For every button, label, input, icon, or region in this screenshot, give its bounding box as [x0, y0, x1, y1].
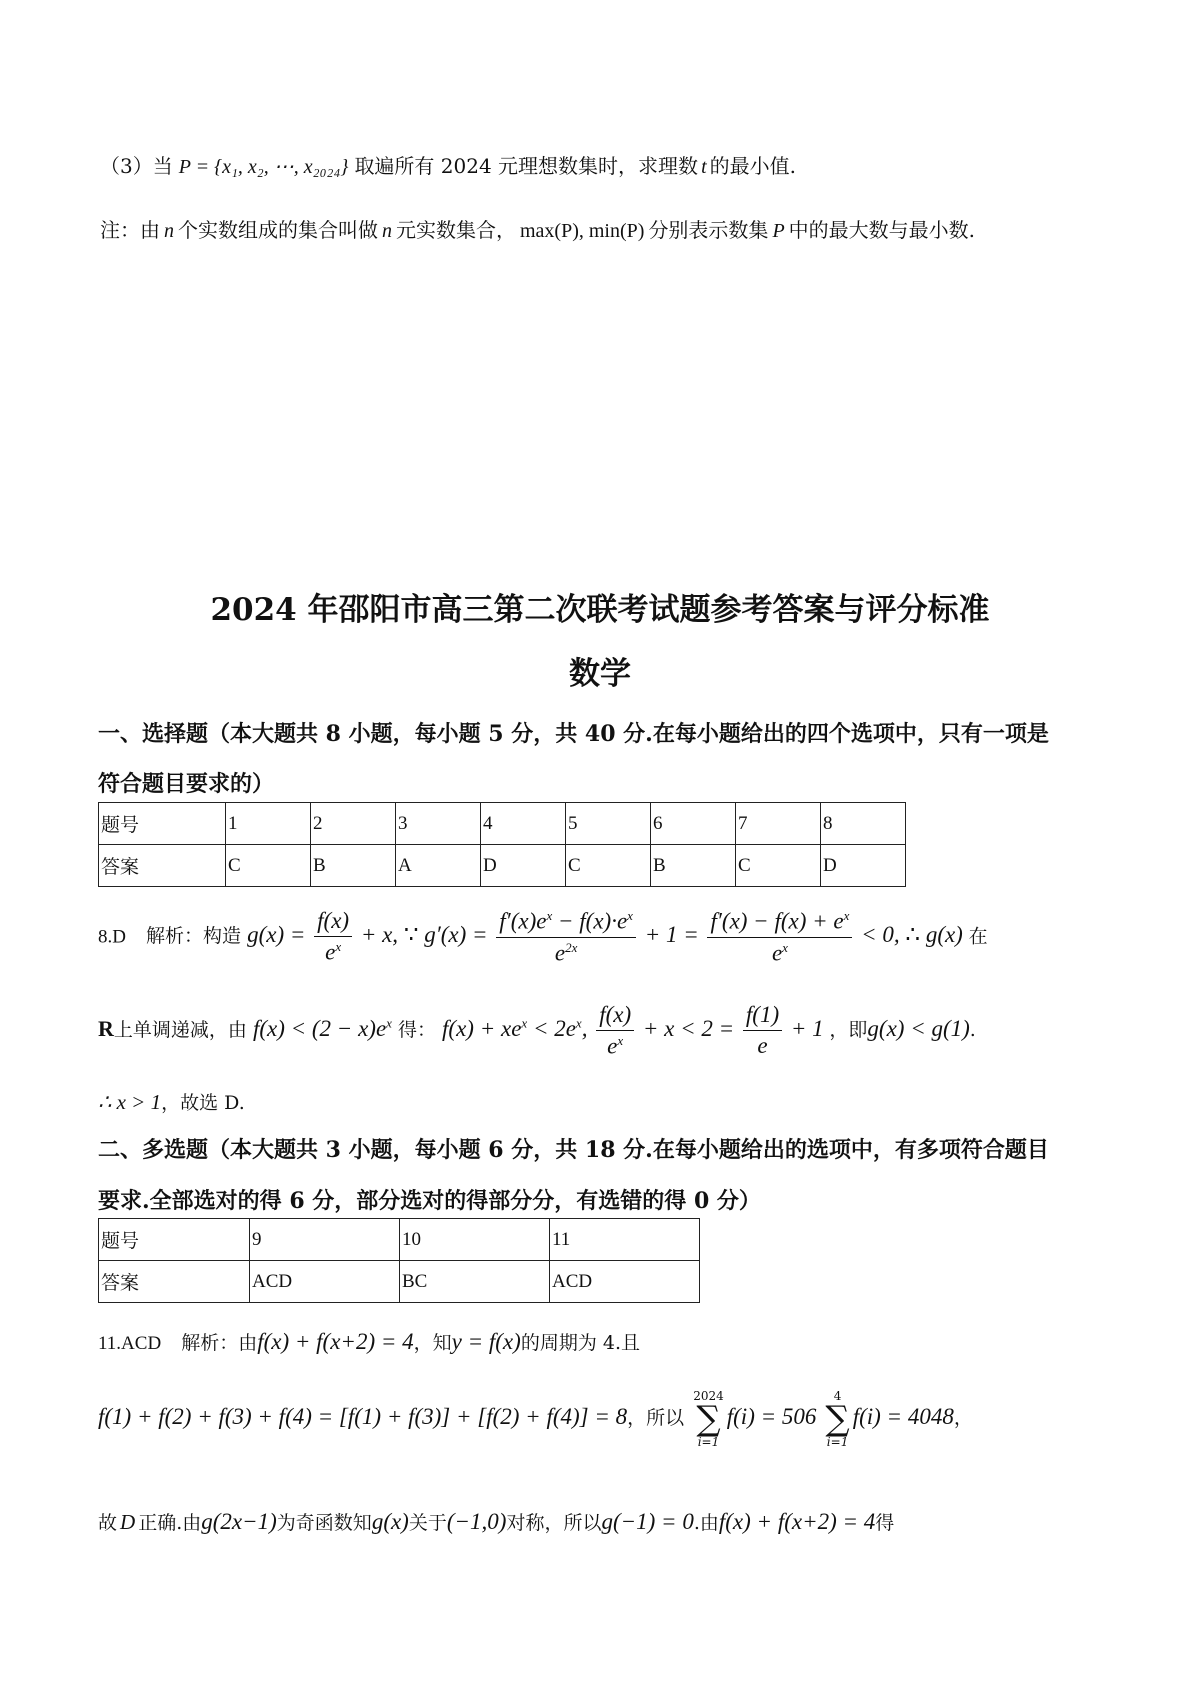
section2-answer-table [98, 1218, 700, 1303]
sol8-line2-a: 上单调递减，由 [113, 1019, 247, 1042]
sol8-label: 8.D [98, 926, 126, 948]
sum2-bottom: i=1 [826, 1435, 849, 1449]
table-cell: 3 [396, 803, 481, 845]
table-cell: 10 [400, 1219, 550, 1261]
sol8-conclusion: g(x) < g(1) [867, 1016, 970, 1042]
table-cell: C [226, 845, 311, 887]
table-cell: 题号 [99, 803, 226, 845]
sol11-line3-b: 正确.由 [138, 1512, 202, 1534]
sum-bottom: i=1 [697, 1435, 720, 1449]
sum-symbol: 2024 ∑ i=1 [693, 1389, 724, 1449]
q3-suffix: 的最小值. [709, 154, 796, 178]
table-cell: ACD [550, 1261, 700, 1303]
table-cell: 答案 [99, 845, 226, 887]
sol8-ineq: $f(x) < (2 - x)e^x$ [252, 1015, 392, 1042]
sol11-line2-eq: f(1) + f(2) + f(3) + f(4) = [f(1) + f(3)] + [f(2) + f(4)] = 8 [98, 1404, 628, 1429]
sol8-line2-b: 得： [397, 1019, 436, 1042]
table-row [99, 1219, 700, 1261]
sol11-t2: 的周期为 4.且 [520, 1332, 640, 1354]
page-title: 2024 年邵阳市高三第二次联考试题参考答案与评分标准 [210, 592, 990, 628]
table-cell: 5 [566, 803, 651, 845]
sol11-eq1: f(x) + f(x+2) = 4 [257, 1329, 414, 1354]
sol11-line3-c: 为奇函数知 [276, 1512, 372, 1534]
note-part4: 分别表示数集 [648, 218, 769, 242]
section2-heading-line1: 二、多选题（本大题共 3 小题，每小题 6 分，共 18 分.在每小题给出的选项中，有多项符合题目 [98, 1137, 1049, 1163]
sol11-line3 [98, 1508, 894, 1535]
sol11-line3-a: 故 [98, 1512, 118, 1534]
sol11-line3-e2: g(x) [371, 1509, 409, 1534]
table-cell: 11 [550, 1219, 700, 1261]
note-n: n [164, 220, 174, 242]
table-cell: 7 [736, 803, 821, 845]
table-cell: C [566, 845, 651, 887]
sol11-line3-e1: g(2x−1) [201, 1509, 277, 1534]
table-cell: BC [400, 1261, 550, 1303]
note-P: P [772, 220, 785, 242]
sol8-zai: 在 [968, 925, 988, 948]
sum-symbol-2: 4 ∑ i=1 [825, 1389, 850, 1449]
sol11-line2-mid: f(i) = 506 [726, 1404, 817, 1429]
sol11-analysis: 解析：由 [181, 1332, 258, 1354]
table-cell: 6 [651, 803, 736, 845]
sol8-line2: R上单调递减，由 $f(x) < (2 - x)e^x$ 得： $f(x) + xe^x < 2e^x$, $\frac{f(x)}{e^x}$ + x < 2 = $\frac{f(1)}{e}$ + 1 ，即g(x) < g(1). [98, 1002, 976, 1059]
sol11-line3-f: .由 [693, 1512, 719, 1534]
section1-heading-line2: 符合题目要求的） [98, 771, 275, 797]
sum2-top: 4 [833, 1389, 842, 1403]
sol11-line2-t: ，所以 [627, 1407, 685, 1429]
section2-heading-line2: 要求.全部选对的得 6 分，部分选对的得部分分，有选错的得 0 分） [98, 1188, 761, 1214]
question-3-line [100, 150, 796, 179]
table-cell: 8 [821, 803, 906, 845]
table-cell: C [736, 845, 821, 887]
sol8-line3-a: ∴ x > 1 [98, 1090, 162, 1114]
sol11-line2-end: f(i) = 4048 [852, 1404, 954, 1429]
q3-set-expression: P = {x₁, x₂, ⋯, x₂₀₂₄} [178, 156, 349, 178]
table-cell: 1 [226, 803, 311, 845]
sol11-eq2: y = f(x) [451, 1329, 521, 1354]
sol11-line3-e5: f(x) + f(x+2) = 4 [718, 1509, 876, 1534]
table-cell: ACD [250, 1261, 400, 1303]
table-cell: 4 [481, 803, 566, 845]
note-part5: 中的最大数与最小数. [788, 218, 976, 242]
note-max-min: max(P), min(P) [520, 220, 645, 242]
sum-top: 2024 [693, 1389, 724, 1403]
table-cell: 答案 [99, 1261, 250, 1303]
sol8-analysis: 解析：构造 [146, 925, 242, 948]
sol8-formula: g(x) = $\frac{f(x)}{e^x}$ + x, ∵ g′(x) = $\frac{f'(x)e^x - f(x)\cdot e^x}{e^{2x}}$ + 1 = $\frac{f'(x) - f(x) + e^x}{e^x}$ < 0, ∴ g(x) [247, 908, 969, 966]
sol11-label: 11.ACD [98, 1333, 162, 1354]
note-part1: 注：由 [100, 218, 160, 242]
table-cell: B [651, 845, 736, 887]
q3-prefix: （3）当 [100, 154, 173, 178]
note-part3: 元实数集合， [396, 218, 516, 242]
section1-answer-table [98, 802, 906, 887]
table-row [99, 803, 906, 845]
table-cell: 9 [250, 1219, 400, 1261]
sol11-line3-D: D [120, 1510, 136, 1534]
sol8-R: R [98, 1016, 114, 1042]
table-cell: 题号 [99, 1219, 250, 1261]
sol11-line3-g: 得 [875, 1512, 895, 1534]
sol11-line2: f(1) + f(2) + f(3) + f(4) = [f(1) + f(3)] + [f(2) + f(4)] = 8，所以 2024 ∑ i=1 f(i) = 506 4 ∑ i=1 f(i) = 4048， [98, 1389, 973, 1449]
sol8-line2-c: ，即 [829, 1019, 868, 1042]
table-cell: 2 [311, 803, 396, 845]
table-row [99, 845, 906, 887]
table-cell: B [311, 845, 396, 887]
q3-text: 取遍所有 2024 元理想数集时，求理数 [354, 154, 699, 178]
sol8-line3-b: ，故选 D. [161, 1092, 245, 1114]
sol11-line3-e4: g(−1) = 0 [601, 1509, 694, 1534]
note-part2: 个实数组成的集合叫做 [178, 218, 378, 242]
table-cell: A [396, 845, 481, 887]
table-row [99, 1261, 700, 1303]
sol11-line1 [98, 1328, 640, 1355]
sol8-line1 [98, 908, 988, 966]
note-line [100, 214, 975, 243]
sol8-derivation: $f(x) + xe^x < 2e^x$, $\frac{f(x)}{e^x}$ + x < 2 = $\frac{f(1)}{e}$ + 1 [442, 1002, 830, 1059]
table-cell: D [481, 845, 566, 887]
table-cell: D [821, 845, 906, 887]
sol11-t1: ，知 [413, 1332, 452, 1354]
note-n2: n [382, 220, 392, 242]
sol11-line3-e: 对称，所以 [506, 1512, 602, 1534]
q3-var: t [701, 156, 707, 178]
sol11-line3-d: 关于 [408, 1512, 447, 1534]
sol8-line3 [98, 1088, 245, 1115]
sol11-line3-e3: (−1,0) [446, 1509, 507, 1534]
section1-heading-line1: 一、选择题（本大题共 8 小题，每小题 5 分，共 40 分.在每小题给出的四个选项中，只有一项是 [98, 721, 1049, 747]
page-subtitle: 数学 [569, 656, 631, 692]
